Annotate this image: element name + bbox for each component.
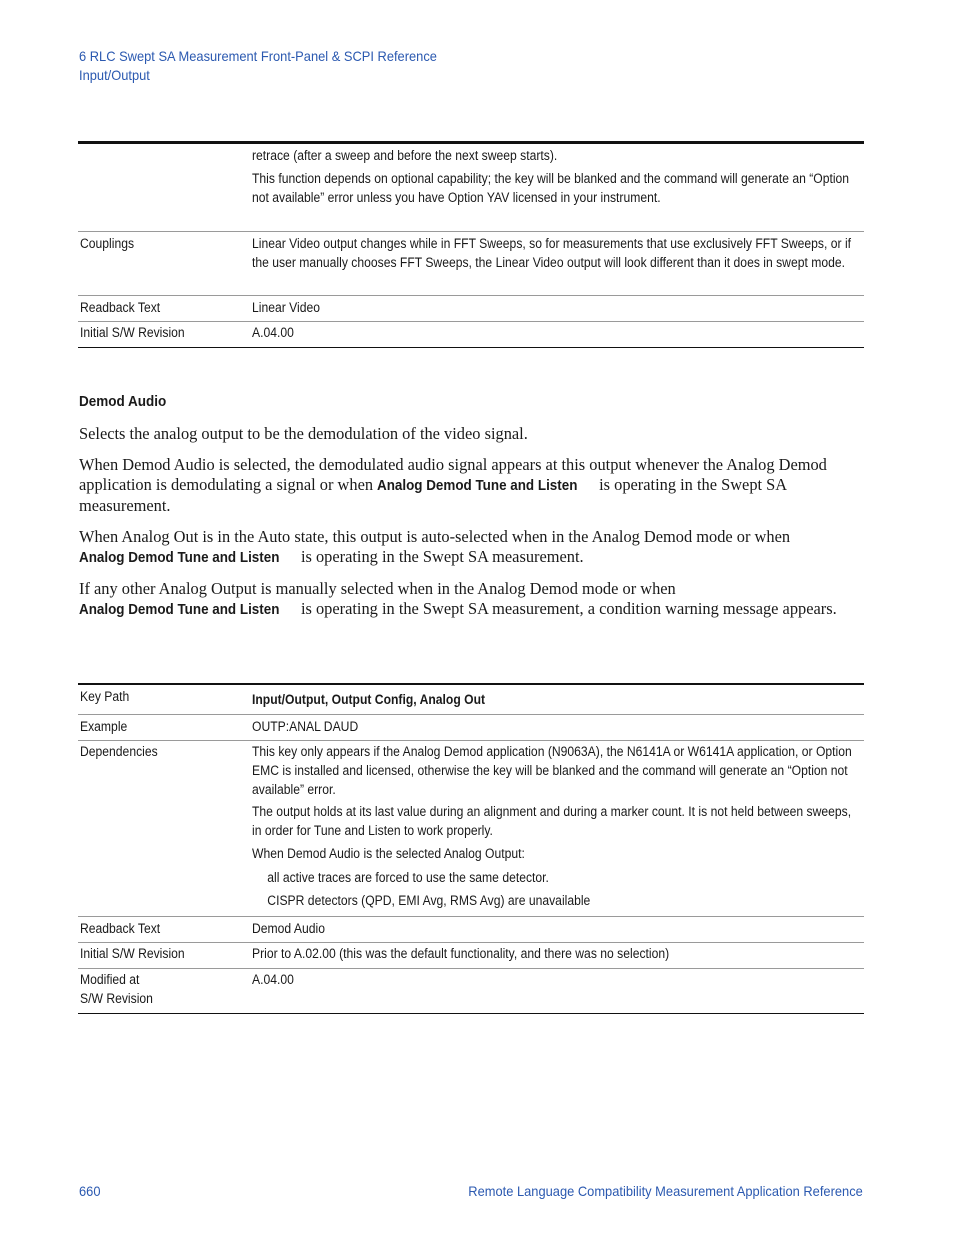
cell-text: This key only appears if the Analog Demod application (N9063A), the N6141A or W6141A application, or Option EMC is installed and licensed, otherwise the key will be blanked and the command will generate an “Option not available” error. xyxy=(252,744,852,797)
demod-audio-table xyxy=(78,683,864,1014)
bold-term: Analog Demod Tune and Listen xyxy=(79,550,280,566)
table-row xyxy=(78,322,864,348)
row-label: Readback Text xyxy=(80,921,161,936)
running-header xyxy=(79,47,437,84)
cell-text: A.04.00 xyxy=(252,325,294,340)
table-row xyxy=(78,232,864,296)
key-path-value: Input/Output, Output Config, Analog Out xyxy=(252,692,486,707)
row-label: Readback Text xyxy=(80,300,161,315)
cell-text: all active traces are forced to use the same detector. xyxy=(267,869,549,885)
paragraph: If any other Analog Output is manually selected when in the Analog Demod mode or when Analog Demod Tune and Listen is operating in the Swept SA measurement, a condition warning message appears. xyxy=(79,579,837,618)
section-body xyxy=(79,424,859,620)
page-number: 660 xyxy=(79,1183,101,1199)
cell-text: Linear Video xyxy=(252,300,321,315)
row-label: Couplings xyxy=(80,236,135,251)
example-value: OUTP:ANAL DAUD xyxy=(252,719,359,734)
row-label: Modified at S/W Revision xyxy=(80,972,153,1006)
table-row xyxy=(78,741,864,917)
row-label: Example xyxy=(80,719,128,734)
row-label xyxy=(78,144,252,231)
section-name: Input/Output xyxy=(79,66,150,83)
row-label: Dependencies xyxy=(80,744,158,759)
cell-text: Demod Audio xyxy=(252,921,325,936)
cell-text: retrace (after a sweep and before the next sweep starts). xyxy=(252,148,558,163)
cell-text: Prior to A.02.00 (this was the default functionality, and there was no selection) xyxy=(252,946,670,961)
bold-term: Analog Demod Tune and Listen xyxy=(79,602,280,618)
bold-term: Analog Demod Tune and Listen xyxy=(377,478,578,494)
cell-text: This function depends on optional capability; the key will be blanked and the command will generate an “Option not available” error unless you have Option YAV licensed in your instrument. xyxy=(252,170,850,205)
table-row xyxy=(78,296,864,322)
table-row xyxy=(78,715,864,741)
paragraph: When Analog Out is in the Auto state, this output is auto-selected when in the Analog Demod mode or when Analog Demod Tune and Listen is operating in the Swept SA measurement. xyxy=(79,527,791,566)
chapter-title: 6 RLC Swept SA Measurement Front-Panel & SCPI Reference xyxy=(79,48,437,64)
cell-text: When Demod Audio is the selected Analog Output: xyxy=(252,845,525,861)
table-row xyxy=(78,969,864,1014)
book-title: Remote Language Compatibility Measurement Application Reference xyxy=(468,1183,863,1199)
row-label: Initial S/W Revision xyxy=(80,946,185,961)
paragraph: When Demod Audio is selected, the demodulated audio signal appears at this output whenever the Analog Demod application is demodulating a signal or when Analog Demod Tune and Listen is operating in the Swept SA measurement. xyxy=(79,455,827,515)
paragraph: Selects the analog output to be the demodulation of the video signal. xyxy=(79,424,528,443)
table-row xyxy=(78,685,864,715)
page-footer xyxy=(79,1183,863,1199)
row-label: Key Path xyxy=(80,689,130,704)
table-row xyxy=(78,943,864,969)
table-row xyxy=(78,917,864,943)
cell-text: Linear Video output changes while in FFT Sweeps, so for measurements that use exclusively FFT Sweeps, or if the user manually chooses FFT Sweeps, the Linear Video output will look different than it does in swept mode. xyxy=(252,236,852,270)
linear-video-table xyxy=(78,141,864,348)
table-row xyxy=(78,144,864,232)
cell-text: A.04.00 xyxy=(252,972,294,987)
cell-text: CISPR detectors (QPD, EMI Avg, RMS Avg) are unavailable xyxy=(267,892,591,908)
section-heading: Demod Audio xyxy=(79,393,167,410)
row-label: Initial S/W Revision xyxy=(80,325,185,340)
cell-text: The output holds at its last value during an alignment and during a marker count. It is not held between sweeps, in order for Tune and Listen to work properly. xyxy=(252,804,852,839)
